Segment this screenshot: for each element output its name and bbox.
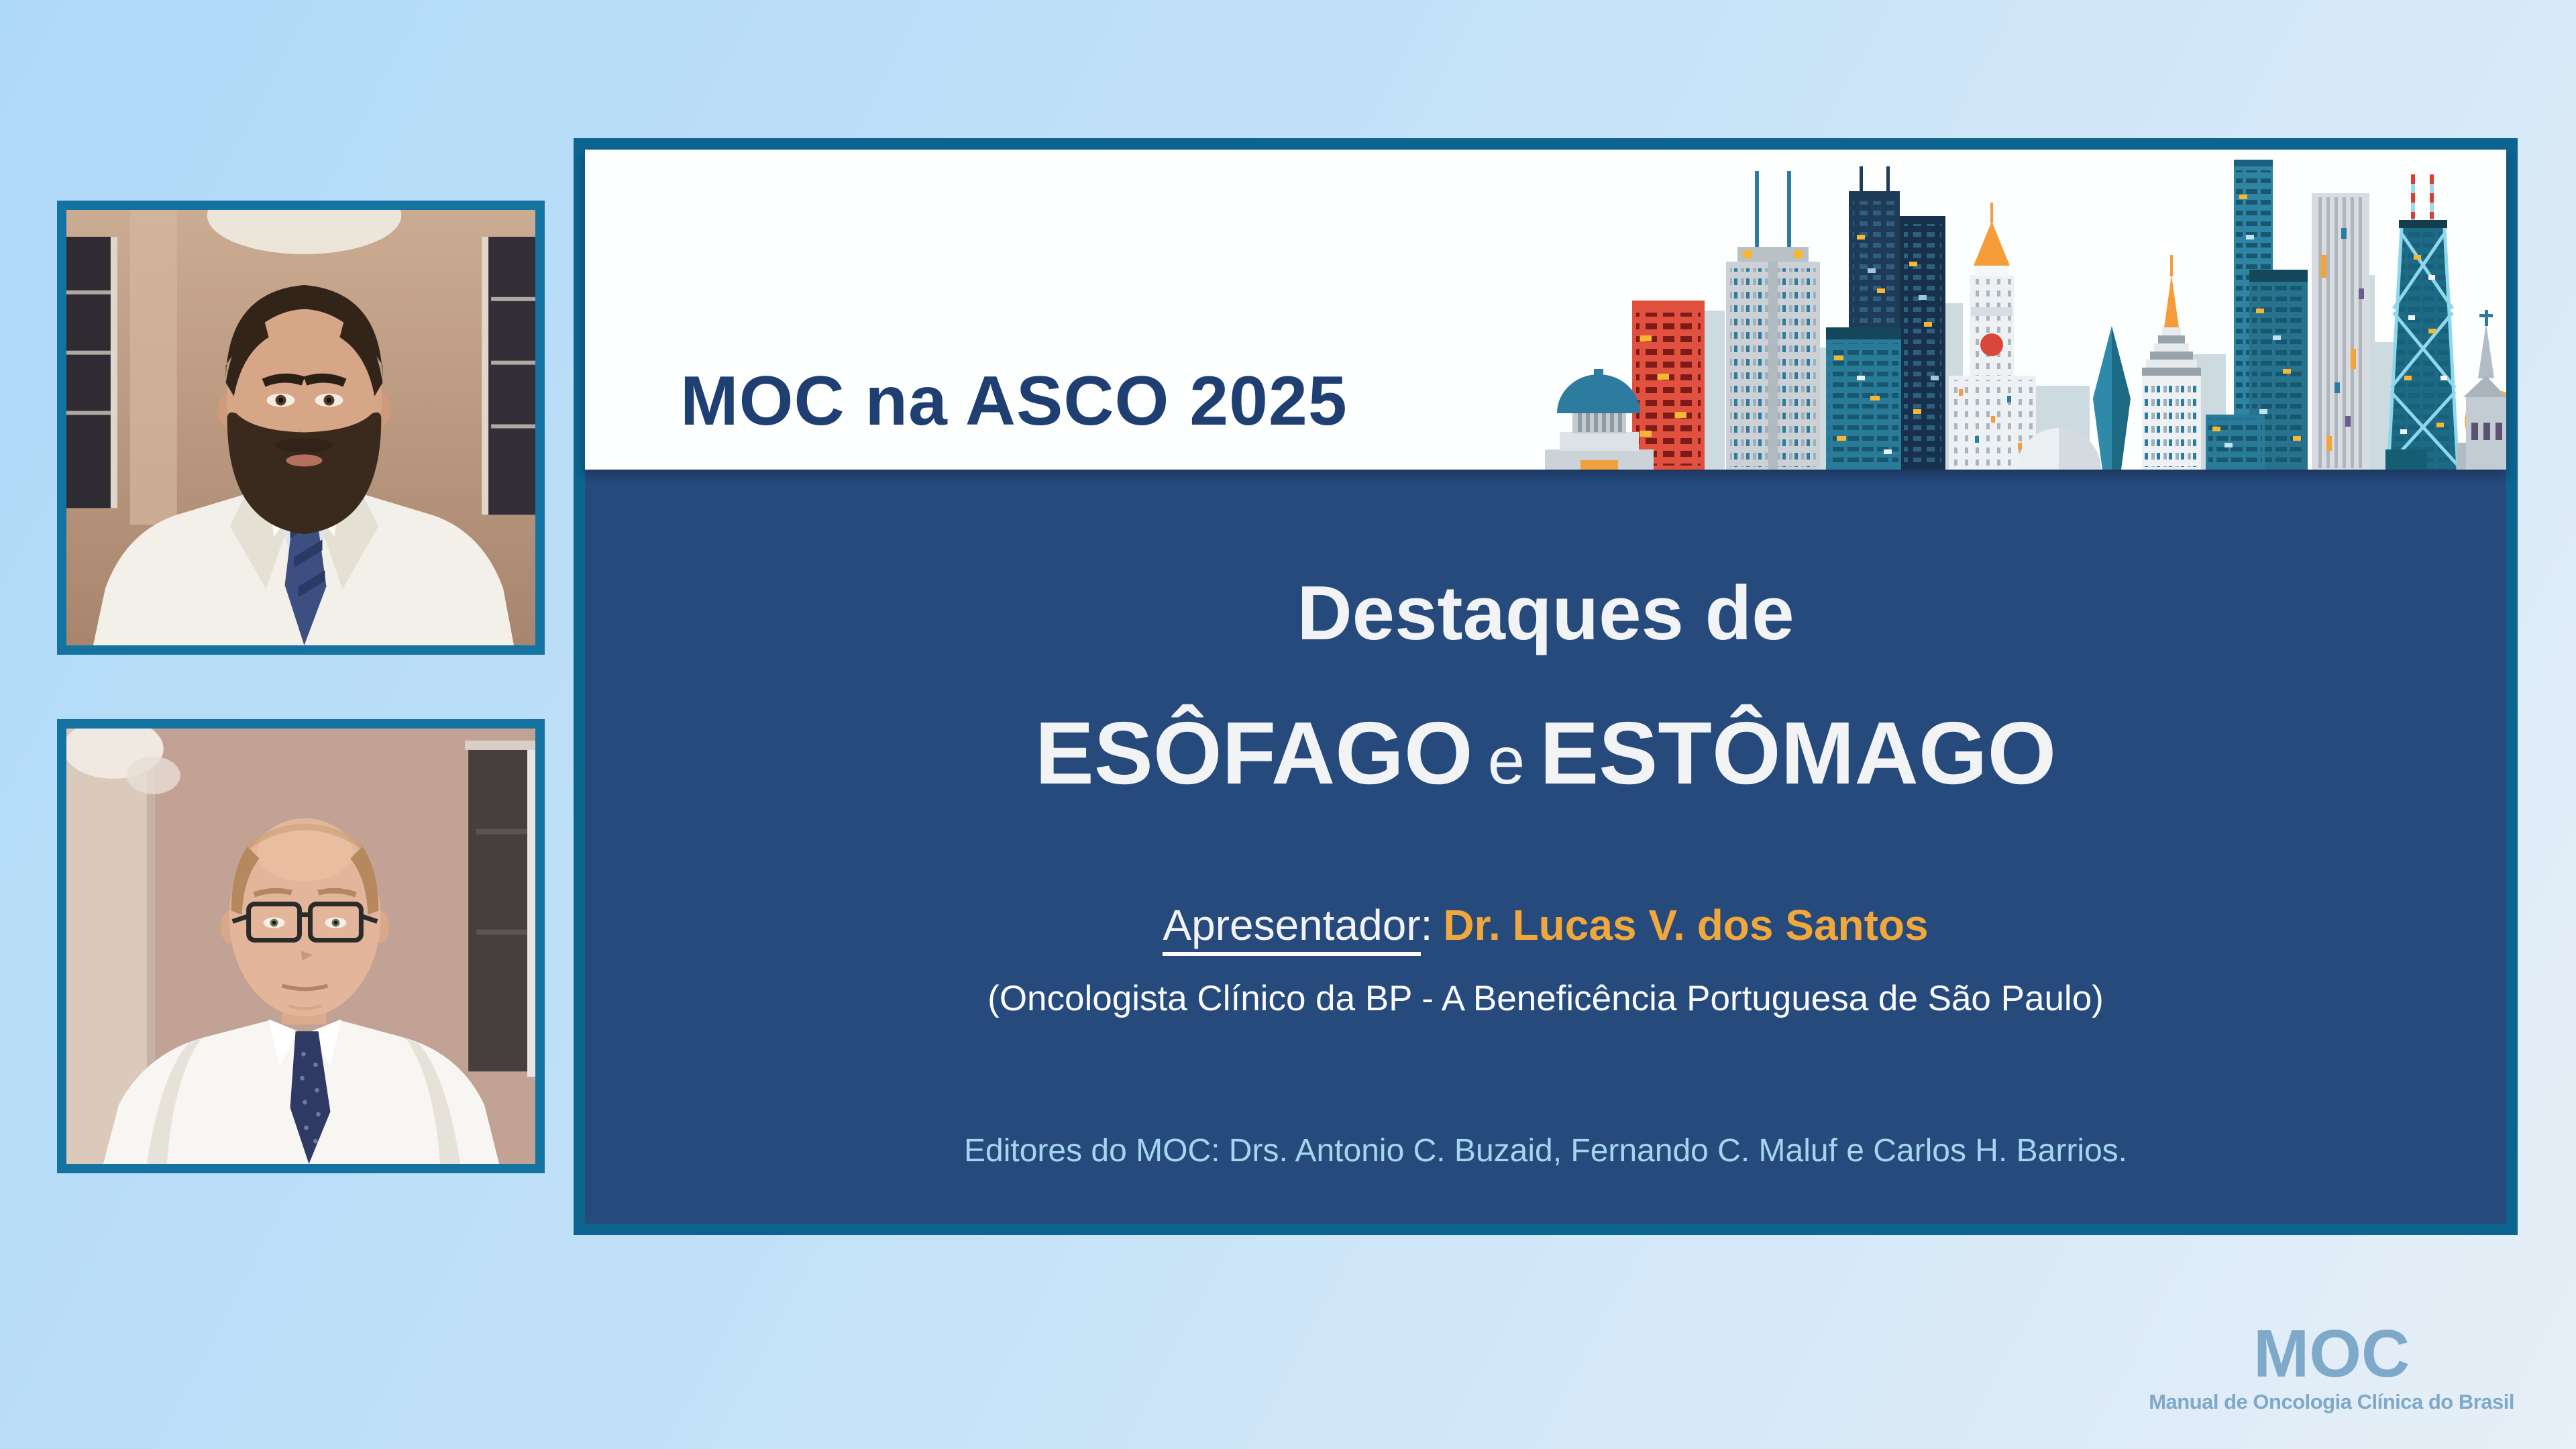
editors-line: Editores do MOC: Drs. Antonio C. Buzaid, Fernando C. Maluf e Carlos H. Barrios. (963, 1132, 2128, 1169)
slide-title-line2 (585, 704, 2506, 802)
participant-video-2[interactable] (57, 719, 545, 1173)
presenter-label: Apresentador (1163, 904, 1420, 956)
moc-logo-text: MOC (2253, 1316, 2410, 1391)
participant-2-portrait (66, 729, 535, 1164)
chicago-skyline-illustration (1521, 154, 2506, 470)
moc-logo (2149, 1316, 2514, 1414)
title-connector: e (1487, 723, 1525, 798)
title-word-estomago: ESTÔMAGO (1540, 704, 2057, 802)
presenter-name: Dr. Lucas V. dos Santos (1443, 901, 1929, 949)
presenter-separator: : (1420, 901, 1433, 949)
slide-header-title: MOC na ASCO 2025 (680, 362, 1348, 440)
participant-1-portrait (66, 210, 535, 645)
slide-body (585, 470, 2506, 1224)
presentation-slide (574, 138, 2518, 1235)
moc-logo-subtitle: Manual de Oncologia Clínica do Brasil (2149, 1390, 2514, 1413)
slide-title-line1: Destaques de (1297, 571, 1794, 656)
presenter-affiliation: (Oncologista Clínico da BP - A Beneficência Portuguesa de São Paulo) (987, 979, 2104, 1018)
presenter-line (585, 901, 2506, 956)
title-word-esofago: ESÔFAGO (1034, 704, 1473, 802)
participant-video-1[interactable] (57, 201, 545, 655)
slide-header (585, 150, 2506, 470)
